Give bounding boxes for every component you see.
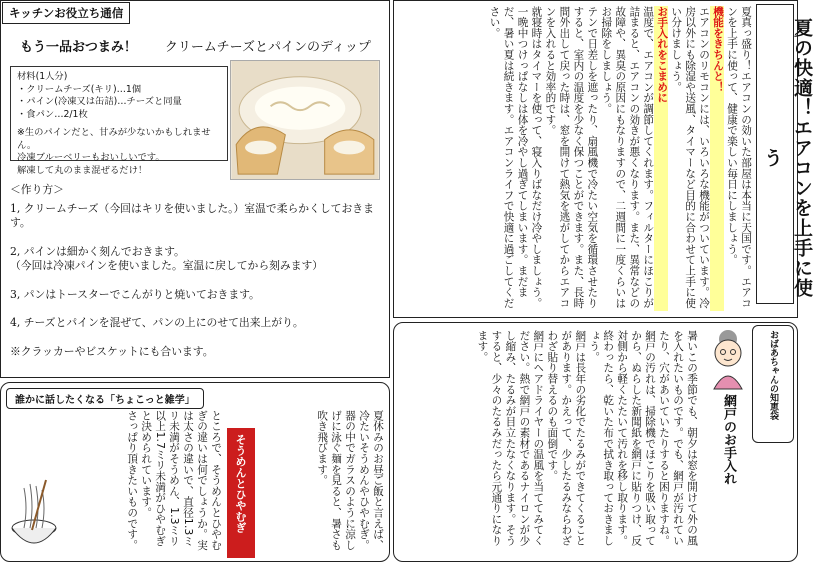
step-note: ※クラッカーやビスケットにも合います。 <box>10 344 214 358</box>
chat-body-right: 夏休みのお昼ご飯と言えば、冷たいそうめんやひやむぎ。器の中でガラスのように涼しげに泳ぐ麺を見ると、暑さも吹き飛びます。 <box>316 410 384 551</box>
aircon-title: 夏の快適！エアコンを上手に使う <box>756 4 794 304</box>
dip-photo <box>230 60 380 180</box>
chat-tag: 誰かに話したくなる「ちょこっと雑学」 <box>6 388 204 409</box>
aircon-body: 夏真っ盛り！エアコンの効いた部屋は本当に天国です。エアコンを上手に使って、健康で楽しい毎日にしましょう。 機能をきちんと！ エアコンのリモコンには、いろいろな機能がついています。冷房以外にも除湿や送風、タイマーなど目的に合わせて上手に使い分けましょう。 お手入れをこまめに 温度で、エアコンが調節してくれます。フィルターにほこりが詰まると、エアコンの効きが悪くなります。また、異常などの故障や、異臭の原因にもなりますので、二週間に一度くらいはお掃除をしましょう。 テンで日差しを遮ったり、扇風機で冷たい空気を循環させたりすると、室内の温度を少なく保つことができます。また、長時間外出して戻った時は、窓を開けて熱気を逃がしてからエアコンを入れると効率的です。 就寝時はタイマーを使って、寝入りばなだけ冷やしましょう。一晩中つけっぱなしは体を冷やし過ぎてしまいます。まだまだ、暑い夏は続きます。エアコンライフで快適に過ごしてください。 <box>396 6 752 311</box>
step-3: 3, パンはトースターでこんがりと焼いておきます。 <box>10 287 260 301</box>
aircon-highlight-functions: 機能をきちんと！ <box>710 6 724 311</box>
step-4: 4, チーズとパインを混ぜて、パンの上にのせて出来上がり。 <box>10 316 304 330</box>
amido-body: 暑いこの季節でも、朝夕は窓を開けて外の風を入れたいものです。でも、網戸が汚れていたり、穴があいていたりすると困りますね。 網戸の汚れは、掃除機でほこりを吸い取ってから、ぬらした新聞紙を網戸に貼りつけ、反対側から軽くたたいて汚れを移し取ります。終わったら、乾いた布で拭き取っておきましょう。 網戸は長年の劣化でたるみができてくることがあります。かえって、少したるみならわざわざ貼り替えるのも面倒です。 網戸にヘアドライヤーの温風を当ててみてください。熱で網戸の素材であるナイロンが少し縮み、たるみが目立たなくなります。そうすると、少々のたるみだったら元通りになります。 <box>476 330 698 546</box>
step-1: 1, クリームチーズ（今回はキリを使いました。）室温で柔らかくしておきます。 <box>10 201 374 230</box>
chat-topic-label: そうめんとひやむぎ <box>227 428 255 558</box>
noodle-illustration <box>8 478 60 558</box>
amido-title: 網戸のお手入れ <box>721 394 736 485</box>
ingredients-box: 材料(1人分) ・クリームチーズ(キリ)…1個 ・パイン(冷凍又は缶詰)…チーズと同量 ・食パン…2/1枚 ※生のパインだと、甘みが少ないかもしれません。 冷凍ブルーベリーもおいしいです。 解凍して丸のまま混ぜるだけ！ <box>10 66 228 161</box>
chat-body-left: ところで、そうめんとひやむぎの違いは何でしょうか。実は太さの違いで、直径1.3ミリ未満がそうめん、1.3ミリ以上1.7ミリ未満がひやむぎと決められています。 さっぱり頂きたいものです。 <box>126 410 222 551</box>
obaa-series-tag: おばあちゃんの知恵袋 <box>752 325 794 443</box>
recipe-steps <box>10 183 380 374</box>
steps-heading: ＜作り方＞ <box>10 183 64 196</box>
ingredients-heading: 材料(1人分) <box>17 71 68 82</box>
kitchen-tag: キッチンお役立ち通信 <box>2 2 130 24</box>
step-2: 2, パインは細かく刻んでおきます。 （今回は冷凍パインを使いました。室温に戻してから刻みます） <box>10 244 324 273</box>
recipe-title: もう一品おつまみ！ クリームチーズとパインのディップ <box>20 40 371 55</box>
aircon-highlight-care: お手入れをこまめに <box>654 6 668 311</box>
grandma-illustration <box>706 325 750 389</box>
